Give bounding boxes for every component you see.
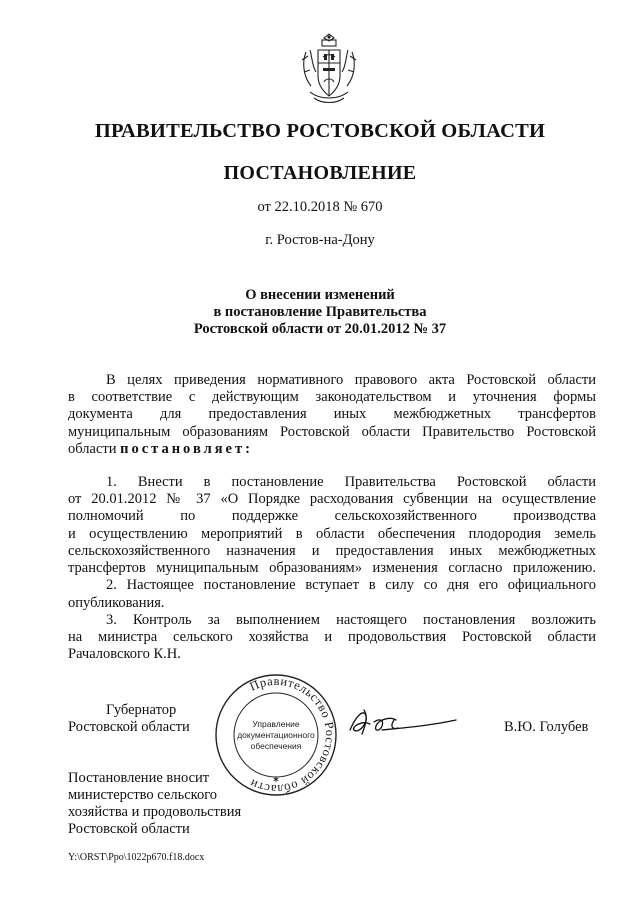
file-path: Y:\ORST\Ppo\1022p670.f18.docx <box>68 852 205 863</box>
preamble-line: документа для предоставления иных межбюджетных трансфертов <box>68 406 596 422</box>
item-1-line: 1. Внести в постановление Правительства Ростовской области <box>106 474 596 490</box>
item-3-line: на министра сельского хозяйства и продовольствия Ростовской области <box>68 629 596 645</box>
signer-position: Губернатор <box>106 702 177 718</box>
item-3-line: Рачаловского К.Н. <box>68 646 181 662</box>
preamble-text: области <box>68 441 121 457</box>
submitter-line: хозяйства и продовольствия <box>68 804 242 820</box>
preamble-line: В целях приведения нормативного правового акта Ростовской области <box>106 372 596 388</box>
signer-position: Ростовской области <box>68 719 190 735</box>
subject-line: О внесении изменений <box>245 287 395 303</box>
stamp-center-text: Управление <box>252 719 300 729</box>
item-1-line: трансфертов муниципальным образованиям» изменения согласно приложению. <box>68 560 596 576</box>
submitter-line: Постановление вносит <box>68 770 210 786</box>
document-city: г. Ростов-на-Дону <box>265 232 375 248</box>
subject-line: Ростовской области от 20.01.2012 № 37 <box>193 321 447 337</box>
organization-title: ПРАВИТЕЛЬСТВО РОСТОВСКОЙ ОБЛАСТИ <box>94 120 546 142</box>
item-1-line: от 20.01.2012 № 37 «О Порядке расходования субвенции на осуществление <box>68 491 596 507</box>
preamble-line <box>68 441 596 459</box>
preamble-line: муниципальным образованиям Ростовской области Правительство Ростовской <box>68 424 596 440</box>
signer-name: В.Ю. Голубев <box>504 719 589 735</box>
preamble-line: в соответствие с действующим законодательством и уточнения формы <box>68 389 596 405</box>
coat-of-arms-icon <box>296 30 362 108</box>
submitter-line: Ростовской области <box>68 821 190 837</box>
stamp-center-text: обеспечения <box>250 741 302 751</box>
subject-line: в постановление Правительства <box>213 304 427 320</box>
stamp-ring-text: Правительство Ростовской области <box>247 673 338 797</box>
stamp-star-icon: ✶ <box>271 775 281 786</box>
item-3-line: 3. Контроль за выполнением настоящего постановления возложить <box>106 612 596 628</box>
resolves-word: постановляет: <box>120 441 253 457</box>
document-type: ПОСТАНОВЛЕНИЕ <box>223 162 417 184</box>
stamp-seal-icon <box>213 672 339 798</box>
item-2-line: опубликования. <box>68 595 165 611</box>
item-1-line: полномочий по поддержке сельскохозяйственного производства <box>68 508 596 524</box>
stamp-center-text: документационного <box>237 730 315 740</box>
item-2-line: 2. Настоящее постановление вступает в силу со дня его официального <box>106 577 596 593</box>
item-1-line: сельскохозяйственного назначения и предоставления иных межбюджетных <box>68 543 596 559</box>
signature-icon <box>342 700 462 750</box>
submitter-line: министерство сельского <box>68 787 218 803</box>
item-1-line: и осуществлению мероприятий в области обеспечения плодородия земель <box>68 526 596 542</box>
document-date-number: от 22.10.2018 № 670 <box>257 199 383 215</box>
